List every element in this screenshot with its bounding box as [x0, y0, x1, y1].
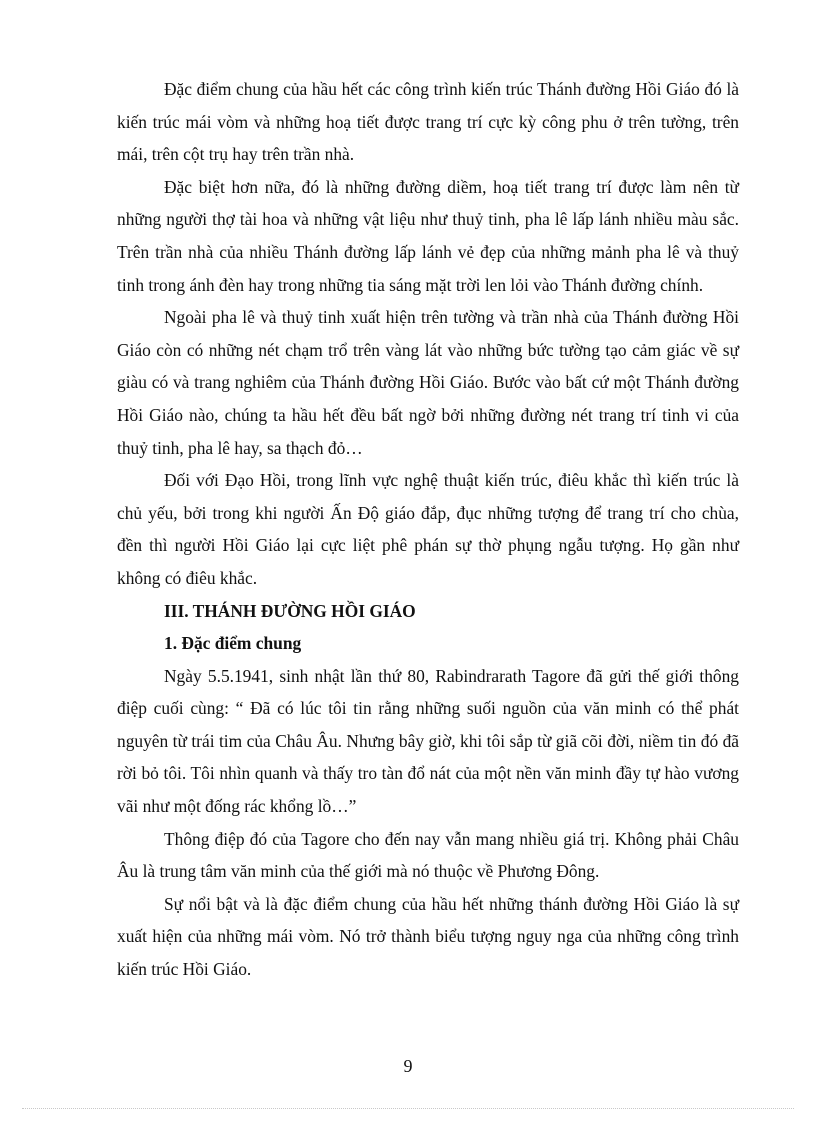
paragraph: Ngoài pha lê và thuỷ tinh xuất hiện trên tường và trần nhà của Thánh đường Hồi Giáo còn có những nét chạm trổ trên vàng lát vào những bức tường tạo cảm giác về sự giàu có và trang nghiêm của Thánh đường Hồi Giáo. Bước vào bất cứ một Thánh đường Hồi Giáo nào, chúng ta hầu hết đều bất ngờ bởi những đường nét trang trí tinh vi của thuỷ tinh, pha lê hay, sa thạch đỏ…	[117, 307, 739, 458]
paragraph: Đặc biệt hơn nữa, đó là những đường diềm, hoạ tiết trang trí được làm nên từ những người thợ tài hoa và những vật liệu như thuỷ tinh, pha lê lấp lánh nhiều màu sắc. Trên trần nhà của nhiều Thánh đường lấp lánh vẻ đẹp của những mảnh pha lê và thuỷ tinh trong ánh đèn hay trong những tia sáng mặt trời len lỏi vào Thánh đường chính.	[117, 176, 739, 295]
paragraph: Thông điệp đó của Tagore cho đến nay vẫn mang nhiều giá trị. Không phải Châu Âu là trung tâm văn minh của thế giới mà nó thuộc về Phương Đông.	[117, 828, 739, 882]
page-bottom-divider	[22, 1108, 794, 1109]
section-heading: III. THÁNH ĐƯỜNG HỒI GIÁO	[164, 600, 416, 621]
paragraph: Sự nổi bật và là đặc điểm chung của hầu hết những thánh đường Hồi Giáo là sự xuất hiện của những mái vòm. Nó trở thành biểu tượng nguy nga của những công trình kiến trúc Hồi Giáo.	[117, 893, 739, 980]
paragraph: Ngày 5.5.1941, sinh nhật lần thứ 80, Rabindrarath Tagore đã gửi thế giới thông điệp cuối cùng: “ Đã có lúc tôi tin rằng những suối nguồn của văn minh có thể phát nguyên từ trái tim của Châu Âu. Nhưng bây giờ, khi tôi sắp từ giã cõi đời, niềm tin đó đã rời bỏ tôi. Tôi nhìn quanh và thấy tro tàn đổ nát của một nền văn minh đầy tự hào vương vãi như một đống rác khổng lồ…”	[117, 665, 739, 817]
paragraph: Đối với Đạo Hồi, trong lĩnh vực nghệ thuật kiến trúc, điêu khắc thì kiến trúc là chủ yếu, bởi trong khi người Ấn Độ giáo đắp, đục những tượng để trang trí cho chùa, đền thì người Hồi Giáo lại cực liệt phê phán sự thờ phụng ngẫu tượng. Họ gần như không có điêu khắc.	[117, 470, 739, 588]
subsection-heading: 1. Đặc điểm chung	[164, 633, 302, 654]
page-number: 9	[403, 1056, 413, 1076]
page-body	[117, 73, 739, 986]
paragraph: Đặc điểm chung của hầu hết các công trình kiến trúc Thánh đường Hồi Giáo đó là kiến trúc mái vòm và những hoạ tiết được trang trí cực kỳ công phu ở trên tường, trên mái, trên cột trụ hay trên trần nhà.	[117, 79, 739, 165]
